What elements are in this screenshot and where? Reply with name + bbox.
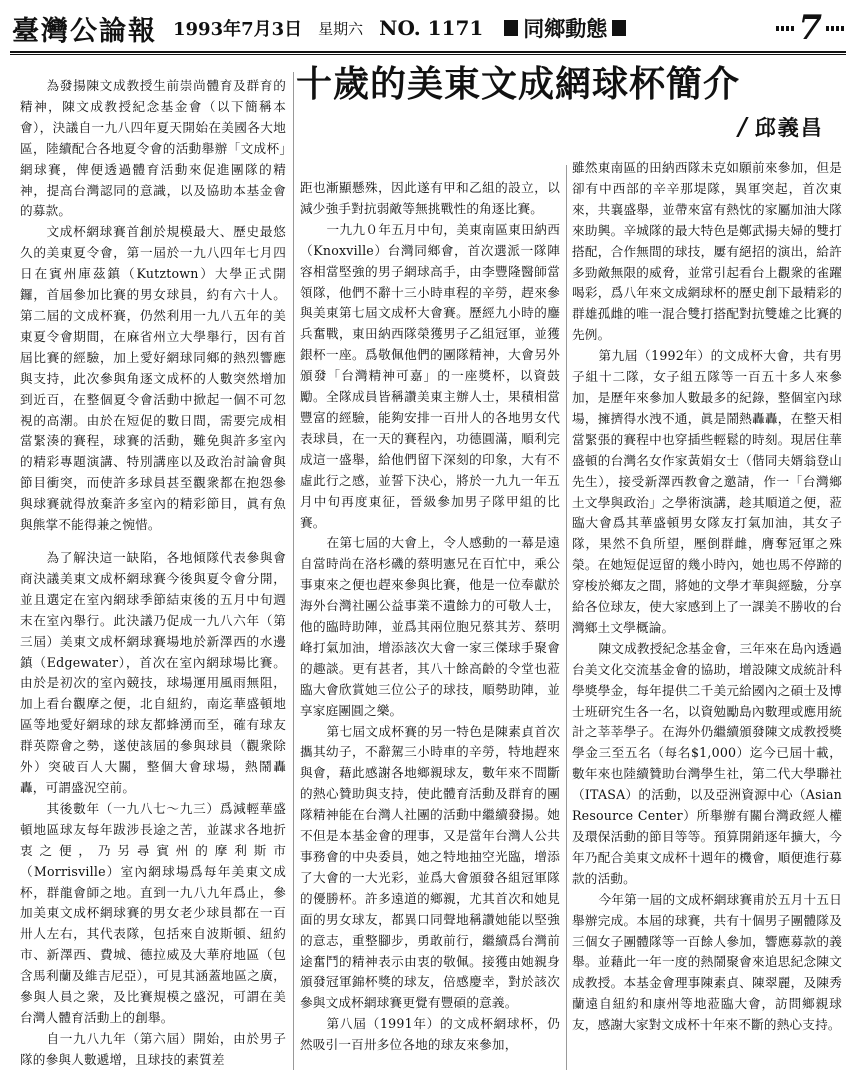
paper-name: 臺灣公論報 — [12, 15, 157, 47]
byline-slash: / — [738, 112, 749, 141]
page-number: 7 — [798, 8, 822, 48]
paragraph: 自一九八九年（第六屆）開始，由於男子隊的參與人數遞增，且球技的素質差 — [20, 1030, 286, 1067]
article-column-3 — [572, 158, 842, 1036]
paragraph: 文成杯網球賽首創於規模最大、歷史最悠久的美東夏令會，第一屆於一九八四年七月四日在賓州庫茲鎮（Kutztown）大學正式開鑼，首屆參加比賽的男女球員，約有六十人。第二屆的文成杯賽，仍然利用一九八五年的美東夏令會期間，在麻省州立大學舉行，因有首屆比賽的經驗，加上愛好網球同鄉的熱烈響應與支持，此次參與角逐文成杯的人數突然增加到近百，在整個夏令會活動中掀起一個不可忽視的高潮。由於在短促的數日間，需要完成相當緊湊的賽程，球賽的活動，難免與許多室內的精彩專題演講、特別講座以及政治討論會與節目衝突，而使許多球員甚至觀衆都在抱怨參與球賽就得放棄許多室內的精彩節目，眞有魚與熊掌不能得兼之惋惜。 — [20, 224, 286, 533]
paragraph: 陳文成教授紀念基金會，三年來在島內透過台美文化交流基金會的協助，增設陳文成統計科學獎學金，每年提供二千美元給國內之碩士及博士班研究生各一名，以資勉勵島內數理或應用統計之莘莘學子。在海外仍繼續頒發陳文成教授獎學金三至五名（每名$1,000）迄今已屆十載，數年來也陸續贊助台灣學生社，第二代大學聯社（ITASA）的活動，以及亞洲資源中心（Asian Resource Center）所舉辦有關台灣政經人權及環保活動的節目等等。預算開銷逐年擴大，今年乃配合美東文成杯十週年的機會，順便進行募款的活動。 — [572, 640, 842, 886]
article-column-1-lower — [20, 548, 286, 1071]
square-bullet-icon — [504, 20, 518, 36]
section-name: 同鄉動態 — [523, 16, 608, 41]
paragraph: 為了解決這一缺陷，各地傾隊代表參與會商決議美東文成杯網球賽今後與夏令會分開，並且選定在室內網球季節結束後的五月中旬週末在室內舉行。此決議乃促成一九八六年（第三屆）美東文成杯網球賽場地於新澤西的水邊鎮（Edgewater），首次在室內網球場比賽。由於是初次的室內競技，球場運用風雨無阻，加上看台觀摩之便，北自紐約，南迄華盛頓地區等地愛好網球的球友都蜂湧而至，確有球友群英際會之勢，遂使該屆的參與球員（觀衆除外）突破百人大關，整個大會球場，熱鬧轟轟，可謂盛況空前。 — [20, 550, 286, 795]
dotted-ornament-icon — [826, 26, 844, 31]
paragraph: 其後數年（一九八七～九三）爲減輕華盛頓地區球友每年跋涉長途之苦，並謀求各地折衷之便，乃另尋賓州的摩利斯市（Morrisville）室內網球場爲每年美東文成杯，群龍會師之地。直到一九八九年爲止，參加美東文成杯網球賽的男女老少球員都在一百卅人左右，其代表隊，包括來自波斯頓、紐約市、新澤西、費城、德拉威及大華府地區（包含馬利蘭及維吉尼亞），可見其涵蓋地區之廣，參與人員之衆，及比賽規模之盛況，可謂在美台灣人體育活動上的創舉。 — [20, 800, 286, 1025]
article-title: 十歲的美東文成網球杯簡介 — [296, 63, 741, 105]
paragraph: 雖然東南區的田納西隊未克如願前來參加，但是卻有中西部的辛辛那堤隊，異軍突起，首次東來，共襄盛舉，並帶來富有熱忱的家屬加油大隊來助興。辛城隊的最大特色是鄭武揚夫婦的雙打搭配，合作無間的球技，屢有絕招的演出，給許多勁敵無限的威脅，並常引起看台上觀衆的雀躍喝彩，爲八年來文成網球杯的歷史創下最精彩的群雄孤雌的唯一混合雙打搭配對抗雙雄之比賽的先例。 — [572, 160, 842, 343]
paragraph: 在第七屆的大會上，令人感動的一幕是遠自當時尚在洛杉磯的蔡明憲兄在百忙中，乘公事東來之便也趕來參與比賽，他是一位奉獻於海外台灣社團公益事業不遺餘力的可敬人士，他的臨時助陣，並爲其兩位胞兄蔡其芳、蔡明峰打氣加油，增添該次大會一家三傑球手聚會的趣談。更有甚者，其八十餘高齡的令堂也蒞臨大會欣賞她三位公子的球技，順勢助陣，並享家庭團圓之樂。 — [300, 535, 560, 718]
paragraph: 第八屆（1991年）的文成杯網球杯，仍然吸引一百卅多位各地的球友來參加， — [300, 1016, 560, 1053]
paragraph: 今年第一屆的文成杯網球賽甫於五月十五日舉辦完成。本屆的球賽，共有十個男子團體隊及三個女子團體隊等一百餘人參加，響應募款的義舉。並藉此一年一度的熱鬧聚會來追思紀念陳文成教授。本基金會理事陳素貞、陳翠麗，及陳秀蘭遠自紐約和康州等地蒞臨大會，訪問鄉親球友，感謝大家對文成杯十年來不斷的熱心支持。 — [572, 891, 842, 1033]
author-name: 邱義昌 — [754, 115, 824, 140]
square-bullet-icon — [612, 20, 626, 36]
paragraph: 距也漸顯懸殊，因此遂有甲和乙組的設立，以減少強手對抗弱敵等無挑戰性的角逐比賽。 — [300, 180, 560, 216]
issue-number: NO. 1171 — [379, 16, 484, 40]
issue-date: 1993年7月3日 — [173, 19, 303, 40]
masthead-rule — [10, 51, 846, 53]
column-divider — [293, 72, 294, 1070]
article-column-1-upper — [20, 76, 286, 536]
byline — [738, 112, 848, 142]
paragraph: 為發揚陳文成教授生前崇尚體育及群育的精神，陳文成教授紀念基金會（以下簡稱本會），決議自一九八四年夏天開始在美國各大地區，陸續配合各地夏令會的活動舉辦「文成杯」網球賽，俾便透過體育活動來促進團隊的精神，提高台灣認同的意識，以及協助本基金會的募款。 — [20, 78, 286, 219]
issue-weekday: 星期六 — [318, 19, 364, 38]
dotted-ornament-icon — [776, 26, 794, 31]
paragraph: 第九屆（1992年）的文成杯大會，共有男子組十二隊，女子組五隊等一百五十多人來參加，是歷年來參加人數最多的紀錄，整個室內球場，擁擠得水洩不通，眞是鬧熱轟轟，在整天相當緊張的賽程中也穿插些輕鬆的時刻。現居住華盛頓的台灣名女作家黃娟女士（偕同夫婿翁登山先生），接受新澤西教會之邀請，作一「台灣鄉土文學與政治」之學術演講，趁其順道之便，蒞臨大會爲其華盛頓男女隊友打氣加油，其女子隊，果然不負所望，壓倒群雌，膺奪冠軍之殊榮。在她短促逗留的幾小時內，她也馬不停蹄的穿梭於鄉友之間，將她的文學才華與經驗，分享給各位球友，使大家感到上了一課美不勝收的台灣鄉土文學概論。 — [572, 348, 842, 635]
masthead — [12, 8, 844, 48]
paragraph: 一九九０年五月中旬，美東南區東田納西（Knoxville）台灣同鄉會，首次選派一隊陣容相當堅強的男子網球高手，由李豐隆醫師當領隊，他們不辭十三小時車程的辛勞，趕來參與美東第七屆文成杯大會賽。歷經九小時的鏖兵奮戰，東田納西隊榮獲男子乙組冠軍，並獲銀杯一座。爲敬佩他們的團隊精神，大會另外頒發「台灣精神可嘉」的一座獎杯，以資鼓勵。全隊成員皆稱讚美東主辦人士，果積相當豐富的經驗，能夠安排一百卅人的各地男女代表球員，在一天的賽程內，功德圓滿，順利完成這一盛舉，給他們留下深刻的印象，大有不虛此行之感，並誓下決心，將於一九九一年五月中旬再度東征，晉級參加男子隊甲組的比賽。 — [300, 221, 560, 530]
page-number-box — [776, 8, 844, 48]
section-banner — [499, 13, 631, 43]
article-column-2 — [300, 178, 560, 1056]
column-divider — [566, 165, 567, 1070]
paragraph: 第七屆文成杯賽的另一特色是陳素貞首次攜其幼子，不辭駕三小時車的辛勞，特地趕來與會，藉此感謝各地鄉親球友，數年來不間斷的熱心贊助與支持，使此體育活動及群育的團隊精神能在台灣人社團的活動中繼續發揚。她不但是本基金會的理事，又是當年台灣人公共事務會的中央委員，她之特地抽空光臨，增添了大會的一大光彩，並爲大會頒發各組冠軍隊的優勝杯。許多遠道的鄉親，尤其首次和她見面的男女球友，都異口同聲地稱讚她能以堅強的意志，重整腳步，勇敢前行，繼續爲台灣前途奮鬥的精神表示由衷的敬佩。接獲由她親身頒發冠軍錦杯獎的球友，倍感慶幸，對於該次參與文成杯網球賽更覺有豐碩的意義。 — [300, 723, 560, 1011]
masthead-rule-thin — [10, 54, 846, 55]
